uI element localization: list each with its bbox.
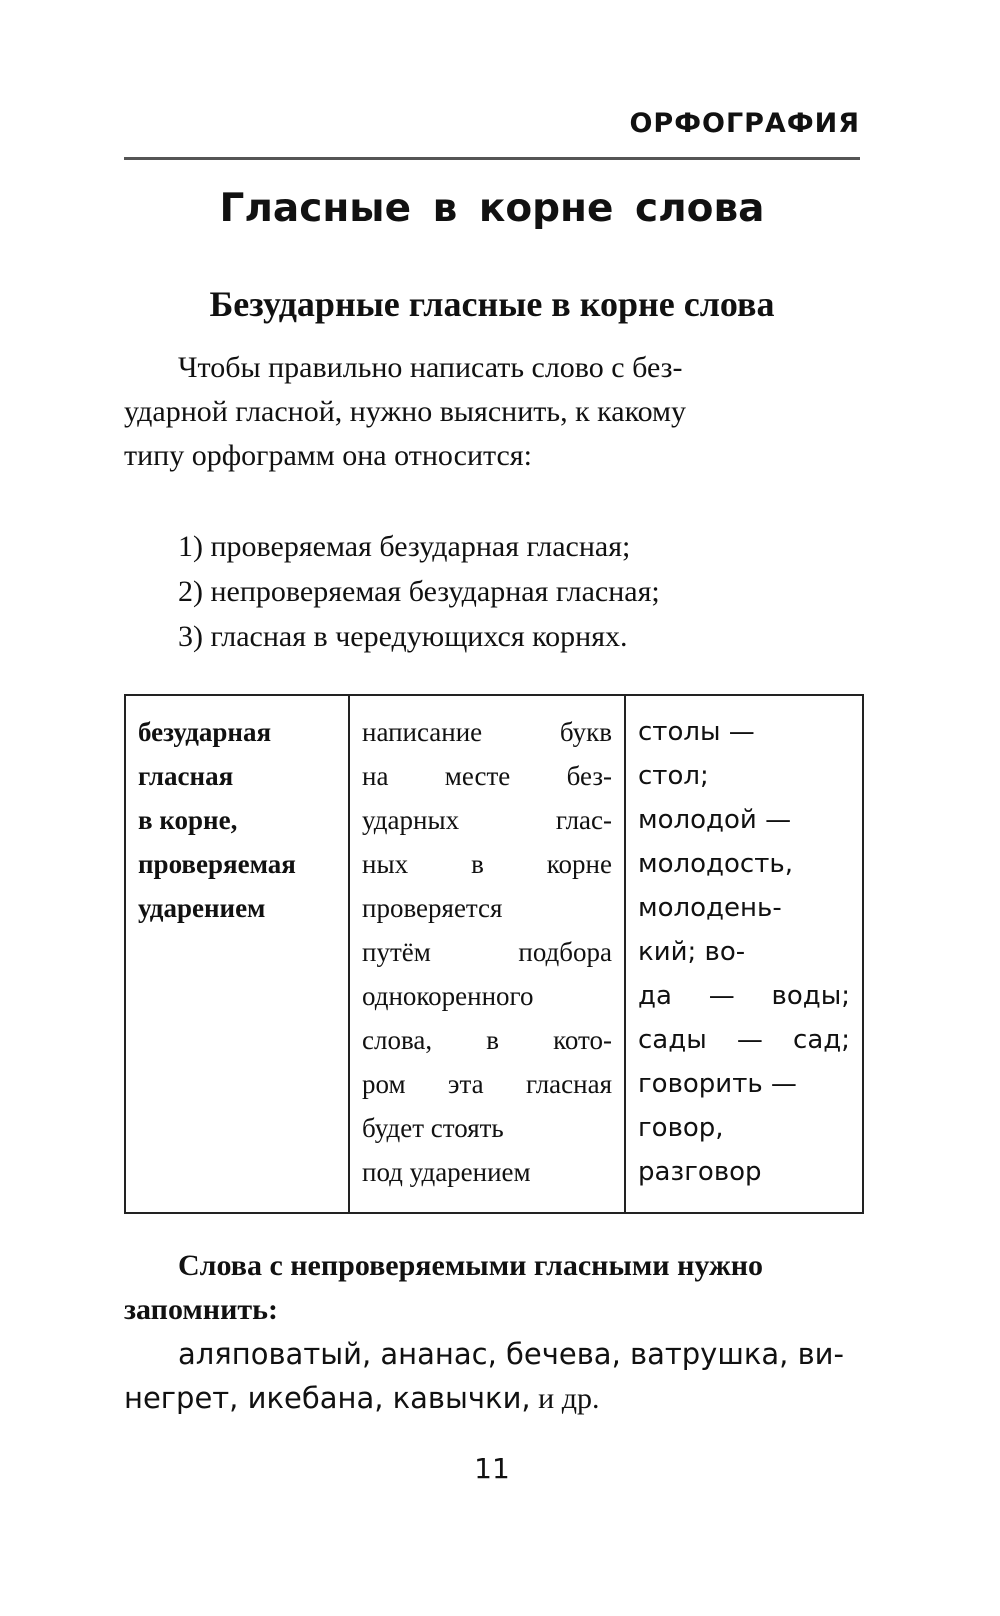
example-line: да — воды; xyxy=(638,981,850,1011)
example-line: говорить — xyxy=(638,1069,797,1099)
rule-table xyxy=(124,694,864,1214)
intro-paragraph xyxy=(124,346,860,478)
example-line: стол; xyxy=(638,761,709,791)
list-item: 2) непроверяемая безударная гласная; xyxy=(178,575,660,608)
memo-heading: запомнить: xyxy=(124,1293,278,1326)
word-list-line: аляповатый, ананас, бечева, ватрушка, ви- xyxy=(178,1337,844,1371)
example-line: сады — сад; xyxy=(638,1025,850,1055)
word-list-line xyxy=(124,1376,860,1421)
rule-cell xyxy=(349,695,625,1213)
rule-line: путём подбора xyxy=(362,937,612,967)
orthogram-type-list xyxy=(178,524,660,659)
example-line: молодень- xyxy=(638,893,782,923)
term-line: гласная xyxy=(138,761,234,791)
rule-line: написание букв xyxy=(362,717,612,747)
example-line: столы — xyxy=(638,717,755,747)
examples-cell xyxy=(625,695,863,1213)
intro-line: Чтобы правильно написать слово с без- xyxy=(178,351,683,384)
term-line: безударная xyxy=(138,717,272,747)
example-line: молодой — xyxy=(638,805,792,835)
list-item: 3) гласная в чередующихся корнях. xyxy=(178,620,628,653)
list-item: 1) проверяемая безударная гласная; xyxy=(178,530,631,563)
term-line: ударением xyxy=(138,893,266,923)
rule-line: однокоренного xyxy=(362,981,534,1011)
rule-line: слова, в кото- xyxy=(362,1025,612,1055)
example-line: молодость, xyxy=(638,849,793,879)
word-list-text: негрет, икебана, кавычки, xyxy=(124,1381,531,1415)
term-line: проверяемая xyxy=(138,849,296,879)
table-row xyxy=(125,695,863,1213)
rule-line: ударных глас- xyxy=(362,805,612,835)
intro-line: ударной гласной, нужно выяснить, к какому xyxy=(124,395,687,428)
chapter-title: Гласные в корне слова xyxy=(219,186,765,231)
page-number: 11 xyxy=(474,1452,510,1485)
example-line: кий; во- xyxy=(638,937,746,967)
term-line: в корне, xyxy=(138,805,238,835)
memo-heading: Слова с непроверяемыми гласными нужно xyxy=(178,1249,764,1282)
rule-line: под ударением xyxy=(362,1157,531,1187)
rule-line: ных в корне xyxy=(362,849,612,879)
header-divider xyxy=(124,157,860,160)
rule-line: проверяется xyxy=(362,893,503,923)
rule-line: на месте без- xyxy=(362,761,612,791)
section-title: Безударные гласные в корне слова xyxy=(209,284,775,324)
rule-line: ром эта гласная xyxy=(362,1069,612,1099)
word-list-tail: и др. xyxy=(530,1382,600,1415)
rule-line: будет стоять xyxy=(362,1113,504,1143)
term-cell xyxy=(125,695,349,1213)
running-head: ОРФОГРАФИЯ xyxy=(629,108,860,139)
example-line: говор, xyxy=(638,1113,724,1143)
intro-line: типу орфограмм она относится: xyxy=(124,439,532,472)
memo-paragraph xyxy=(124,1244,860,1421)
example-line: разговор xyxy=(638,1157,762,1187)
